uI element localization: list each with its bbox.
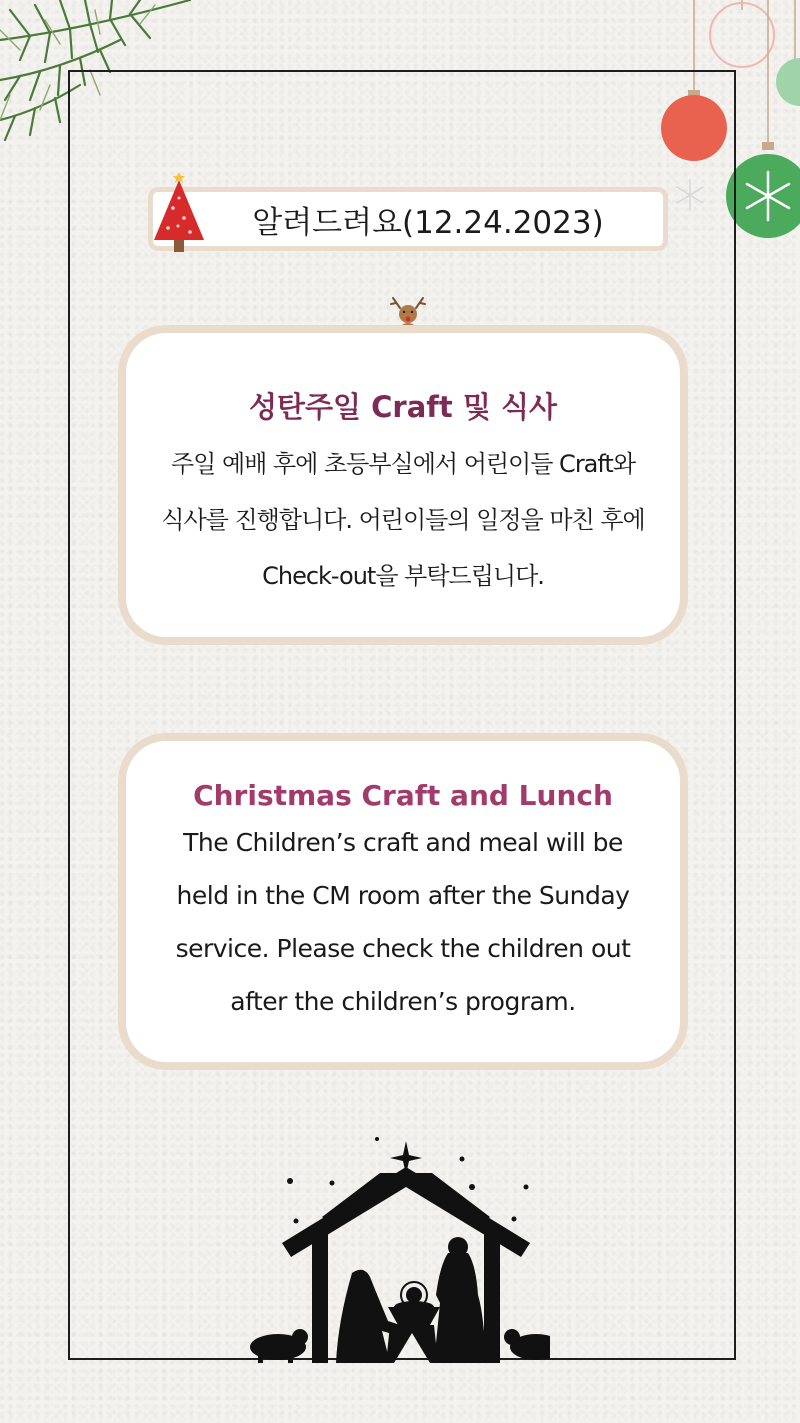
korean-notice-card	[118, 325, 688, 645]
english-notice-card	[118, 733, 688, 1070]
korean-card-line: 주일 예배 후에 초등부실에서 어린이들 Craft와	[170, 450, 636, 478]
korean-card-title: 성탄주일 Craft 및 식사	[248, 390, 558, 424]
nativity-scene-icon	[240, 1125, 550, 1363]
english-card-line: The Children’s craft and meal will be	[183, 828, 623, 857]
christmas-tree-icon	[148, 168, 210, 254]
english-card-body	[126, 816, 680, 1028]
korean-card-line: Check-out을 부탁드립니다.	[262, 562, 544, 590]
english-card-line: service. Please check the children out	[175, 934, 631, 963]
korean-card-line: 식사를 진행합니다. 어린이들의 일정을 마친 후에	[161, 506, 645, 534]
english-card-line: held in the CM room after the Sunday	[176, 881, 630, 910]
english-card-title: Christmas Craft and Lunch	[193, 779, 613, 812]
english-card-line: after the children’s program.	[230, 987, 576, 1016]
notice-title-banner	[148, 187, 668, 251]
notice-title: 알려드려요(12.24.2023)	[252, 204, 604, 241]
korean-card-body	[126, 436, 680, 604]
